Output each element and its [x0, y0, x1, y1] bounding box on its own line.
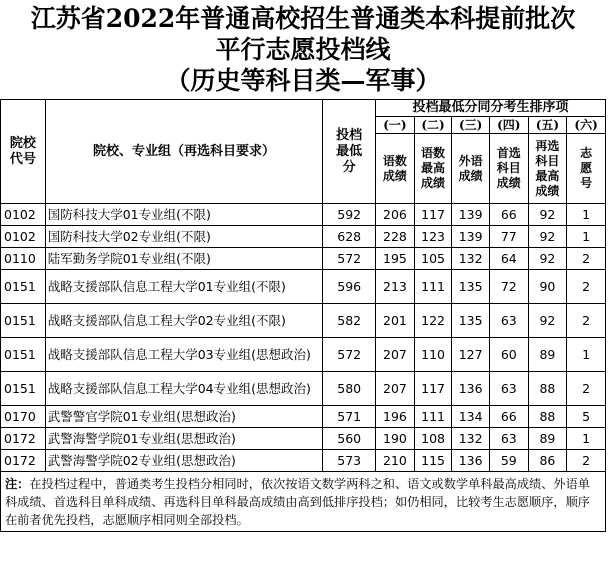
row-c6: 1	[567, 204, 606, 226]
row-min-score: 582	[323, 304, 376, 338]
row-c6: 2	[567, 248, 606, 270]
row-c6: 1	[567, 428, 606, 450]
row-c5: 86	[528, 450, 567, 472]
row-c1: 213	[376, 270, 415, 304]
header-code	[1, 100, 46, 204]
row-c6: 5	[567, 406, 606, 428]
header-col-5-label-text: 再选科目最高成绩	[535, 138, 560, 198]
title-line-1: 江苏省2022年普通高校招生普通类本科提前批次	[30, 4, 576, 33]
row-c3: 139	[452, 226, 490, 248]
row-c5: 90	[528, 270, 567, 304]
header-rank-group: 投档最低分同分考生排序项	[376, 100, 606, 117]
row-c3: 132	[452, 248, 490, 270]
row-c1: 207	[376, 338, 415, 372]
header-col-2-label-text: 语数最高成绩	[421, 146, 446, 190]
row-code: 0102	[1, 204, 46, 226]
header-school-group: 院校、专业组（再选科目要求）	[45, 100, 323, 204]
row-c1: 195	[376, 248, 415, 270]
row-c2: 117	[414, 204, 452, 226]
header-col-3-num: (三)	[452, 117, 490, 134]
row-school-group: 陆军勤务学院01专业组(不限)	[45, 248, 323, 270]
table-row	[1, 304, 606, 338]
row-c1: 228	[376, 226, 415, 248]
header-code-text: 院校代号	[9, 135, 36, 167]
row-c6: 1	[567, 338, 606, 372]
header-col-3-label	[452, 134, 490, 204]
row-c5: 88	[528, 372, 567, 406]
table-row	[1, 406, 606, 428]
header-col-2-num: (二)	[414, 117, 452, 134]
title-line-3: （历史等科目类—军事）	[165, 66, 441, 95]
row-c2: 111	[414, 406, 452, 428]
row-school-group: 战略支援部队信息工程大学03专业组(思想政治)	[45, 338, 323, 372]
row-c5: 89	[528, 338, 567, 372]
row-c3: 139	[452, 204, 490, 226]
row-c6: 2	[567, 450, 606, 472]
row-c6: 2	[567, 372, 606, 406]
header-col-6-num: (六)	[567, 117, 606, 134]
row-c5: 92	[528, 248, 567, 270]
table-row	[1, 338, 606, 372]
row-c3: 132	[452, 428, 490, 450]
header-col-6-label-text: 志愿号	[580, 146, 593, 190]
table-row	[1, 372, 606, 406]
row-min-score: 560	[323, 428, 376, 450]
row-c4: 64	[489, 248, 528, 270]
header-col-4-label-text: 首选科目成绩	[496, 146, 521, 190]
row-c3: 136	[452, 450, 490, 472]
title-line-2: 平行志愿投档线	[215, 35, 391, 64]
row-code: 0151	[1, 270, 46, 304]
row-c2: 110	[414, 338, 452, 372]
row-school-group: 国防科技大学02专业组(不限)	[45, 226, 323, 248]
table-row	[1, 204, 606, 226]
row-c1: 210	[376, 450, 415, 472]
row-code: 0172	[1, 450, 46, 472]
row-c1: 190	[376, 428, 415, 450]
table-row	[1, 428, 606, 450]
header-min-score	[323, 100, 376, 204]
row-school-group: 战略支援部队信息工程大学01专业组(不限)	[45, 270, 323, 304]
row-school-group: 战略支援部队信息工程大学02专业组(不限)	[45, 304, 323, 338]
admission-score-table	[0, 99, 606, 472]
table-row	[1, 226, 606, 248]
footnote-label: 注：	[5, 477, 30, 491]
row-min-score: 573	[323, 450, 376, 472]
row-school-group: 武警海警学院02专业组(思想政治)	[45, 450, 323, 472]
row-school-group: 武警警官学院01专业组(思想政治)	[45, 406, 323, 428]
row-school-group: 武警海警学院01专业组(思想政治)	[45, 428, 323, 450]
row-c4: 59	[489, 450, 528, 472]
header-min-score-text: 投档最低分	[336, 127, 363, 175]
row-school-group: 战略支援部队信息工程大学04专业组(思想政治)	[45, 372, 323, 406]
row-c2: 105	[414, 248, 452, 270]
header-col-1-num: (一)	[376, 117, 415, 134]
row-c4: 72	[489, 270, 528, 304]
row-c6: 2	[567, 304, 606, 338]
row-c2: 108	[414, 428, 452, 450]
row-c5: 92	[528, 226, 567, 248]
row-code: 0151	[1, 338, 46, 372]
header-col-4-num: (四)	[489, 117, 528, 134]
row-min-score: 572	[323, 248, 376, 270]
footnote-text: 在投档过程中，普通类考生投档分相同时，依次按语文数学两科之和、语文或数学单科最高成绩、外语单科成绩、首选科目单科成绩、再选科目单科最高成绩由高到低排序投档；如仍相同，比较考生志愿顺序，顺序在前者优先投档，志愿顺序相同则全部投档。	[5, 477, 590, 527]
row-code: 0151	[1, 304, 46, 338]
row-c2: 122	[414, 304, 452, 338]
row-c4: 66	[489, 204, 528, 226]
row-code: 0102	[1, 226, 46, 248]
row-c6: 2	[567, 270, 606, 304]
document-title	[0, 0, 606, 99]
row-min-score: 592	[323, 204, 376, 226]
row-c5: 89	[528, 428, 567, 450]
table-row	[1, 450, 606, 472]
row-c1: 207	[376, 372, 415, 406]
row-c4: 60	[489, 338, 528, 372]
row-code: 0110	[1, 248, 46, 270]
header-col-5-label	[528, 134, 567, 204]
row-c5: 88	[528, 406, 567, 428]
header-col-5-num: (五)	[528, 117, 567, 134]
header-col-1-label	[376, 134, 415, 204]
row-c4: 66	[489, 406, 528, 428]
row-c2: 115	[414, 450, 452, 472]
row-min-score: 572	[323, 338, 376, 372]
row-c4: 63	[489, 428, 528, 450]
row-c5: 92	[528, 304, 567, 338]
row-c6: 1	[567, 226, 606, 248]
header-col-4-label	[489, 134, 528, 204]
row-c3: 135	[452, 270, 490, 304]
header-col-6-label	[567, 134, 606, 204]
row-code: 0151	[1, 372, 46, 406]
row-c1: 201	[376, 304, 415, 338]
row-c3: 134	[452, 406, 490, 428]
table-row	[1, 270, 606, 304]
row-min-score: 628	[323, 226, 376, 248]
row-c4: 77	[489, 226, 528, 248]
row-code: 0170	[1, 406, 46, 428]
row-c4: 63	[489, 372, 528, 406]
row-c1: 196	[376, 406, 415, 428]
row-c3: 127	[452, 338, 490, 372]
row-min-score: 580	[323, 372, 376, 406]
row-min-score: 571	[323, 406, 376, 428]
footnote	[0, 472, 606, 532]
header-col-2-label	[414, 134, 452, 204]
row-code: 0172	[1, 428, 46, 450]
header-col-3-label-text: 外语成绩	[458, 153, 483, 183]
row-c1: 206	[376, 204, 415, 226]
row-c5: 92	[528, 204, 567, 226]
header-col-1-label-text: 语数成绩	[382, 153, 407, 183]
row-c2: 123	[414, 226, 452, 248]
row-min-score: 596	[323, 270, 376, 304]
row-c3: 136	[452, 372, 490, 406]
row-c3: 135	[452, 304, 490, 338]
row-c4: 63	[489, 304, 528, 338]
row-c2: 111	[414, 270, 452, 304]
row-c2: 117	[414, 372, 452, 406]
table-row	[1, 248, 606, 270]
row-school-group: 国防科技大学01专业组(不限)	[45, 204, 323, 226]
